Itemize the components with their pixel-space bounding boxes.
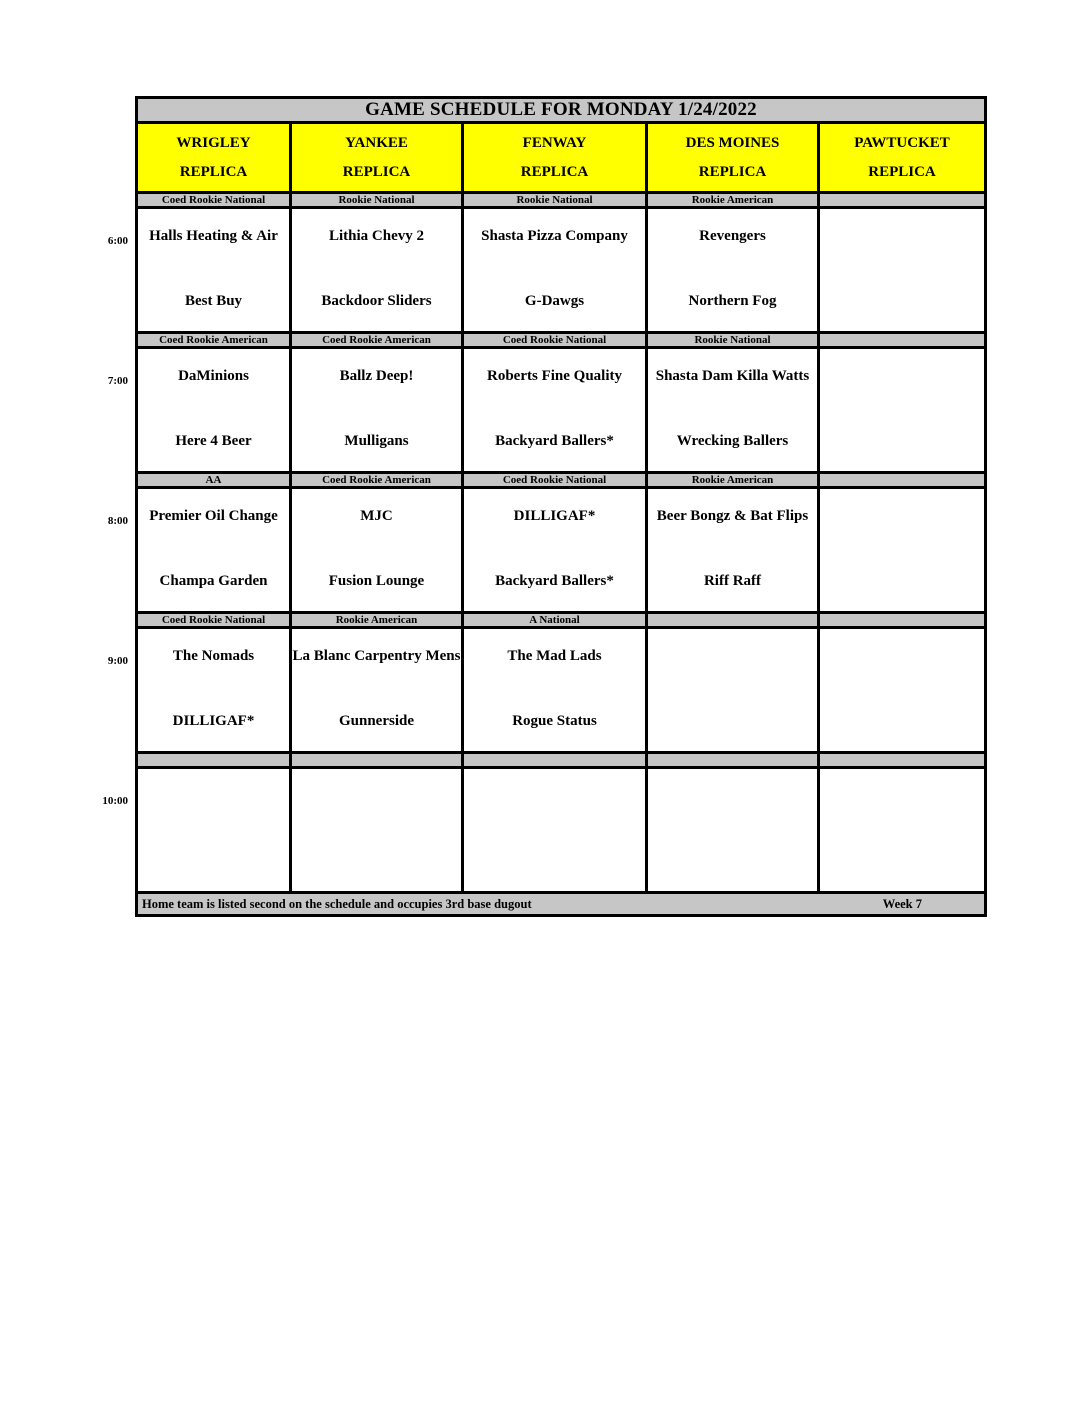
venue-header-yankee bbox=[292, 124, 464, 191]
visitor-team: The Nomads bbox=[172, 648, 255, 664]
division-label: Coed Rookie National bbox=[138, 614, 292, 626]
time-label: 8:00 bbox=[107, 515, 128, 527]
division-row bbox=[138, 194, 984, 209]
game-cell bbox=[820, 629, 984, 751]
week-label: Week 7 bbox=[882, 896, 922, 911]
home-team: Backyard Ballers* bbox=[495, 433, 614, 449]
visitor-team: The Mad Lads bbox=[507, 648, 602, 664]
schedule-table bbox=[135, 96, 987, 917]
time-label: 6:00 bbox=[107, 235, 128, 247]
footer-bar bbox=[138, 894, 984, 914]
venue-name: FENWAY bbox=[522, 134, 587, 151]
division-row bbox=[138, 474, 984, 489]
home-team: G-Dawgs bbox=[524, 293, 585, 309]
home-team: Mulligans bbox=[344, 433, 409, 449]
venue-sub: REPLICA bbox=[868, 163, 936, 180]
game-cell bbox=[292, 349, 464, 471]
venue-sub: REPLICA bbox=[179, 163, 248, 180]
game-cell bbox=[820, 489, 984, 611]
game-cell bbox=[292, 489, 464, 611]
game-row bbox=[138, 209, 984, 334]
home-team: Here 4 Beer bbox=[175, 433, 252, 449]
venue-header-wrigley bbox=[138, 124, 292, 191]
game-cell bbox=[292, 769, 464, 891]
game-cell bbox=[648, 209, 820, 331]
visitor-team: Ballz Deep! bbox=[339, 368, 414, 384]
home-team: Backyard Ballers* bbox=[495, 573, 614, 589]
visitor-team: DaMinions bbox=[178, 368, 249, 384]
game-cell bbox=[292, 629, 464, 751]
division-row bbox=[138, 754, 984, 769]
division-label bbox=[820, 614, 984, 626]
game-cell bbox=[820, 209, 984, 331]
division-label: Coed Rookie National bbox=[464, 334, 648, 346]
division-label bbox=[648, 754, 820, 766]
home-team: Wrecking Ballers bbox=[676, 433, 789, 449]
game-cell bbox=[648, 489, 820, 611]
game-cell bbox=[138, 629, 292, 751]
time-label: 9:00 bbox=[107, 655, 128, 667]
division-label: Coed Rookie American bbox=[292, 474, 464, 486]
game-cell bbox=[138, 489, 292, 611]
home-team: Best Buy bbox=[184, 293, 243, 309]
home-team: Northern Fog bbox=[688, 293, 777, 309]
venue-sub: REPLICA bbox=[698, 163, 767, 180]
venue-name: DES MOINES bbox=[685, 134, 780, 151]
division-label: Coed Rookie American bbox=[292, 334, 464, 346]
home-team: Riff Raff bbox=[703, 573, 762, 589]
venue-name: YANKEE bbox=[345, 134, 408, 151]
division-label: Rookie American bbox=[292, 614, 464, 626]
division-label bbox=[820, 754, 984, 766]
division-row bbox=[138, 614, 984, 629]
division-row bbox=[138, 334, 984, 349]
schedule-body bbox=[138, 194, 984, 894]
visitor-team: Lithia Chevy 2 bbox=[328, 228, 424, 244]
visitor-team: Premier Oil Change bbox=[149, 508, 278, 524]
division-label: Coed Rookie National bbox=[138, 194, 292, 206]
visitor-team: MJC bbox=[360, 508, 393, 524]
time-label: 7:00 bbox=[107, 375, 128, 387]
visitor-team: Halls Heating & Air bbox=[149, 228, 278, 244]
division-label: Coed Rookie American bbox=[138, 334, 292, 346]
game-cell bbox=[138, 769, 292, 891]
home-team: Backdoor Sliders bbox=[321, 293, 432, 309]
division-label bbox=[292, 754, 464, 766]
game-row bbox=[138, 349, 984, 474]
division-label: A National bbox=[464, 614, 648, 626]
game-cell bbox=[648, 769, 820, 891]
visitor-team: Shasta Pizza Company bbox=[481, 228, 628, 244]
division-label: Rookie American bbox=[648, 474, 820, 486]
venue-header-fenway bbox=[464, 124, 648, 191]
game-cell bbox=[464, 769, 648, 891]
venue-header-row bbox=[138, 124, 984, 194]
game-cell bbox=[138, 209, 292, 331]
game-cell bbox=[648, 349, 820, 471]
footer-note: Home team is listed second on the schedule and occupies 3rd base dugout bbox=[142, 896, 532, 911]
division-label: Rookie National bbox=[464, 194, 648, 206]
home-team: Gunnerside bbox=[338, 713, 414, 729]
division-label bbox=[820, 474, 984, 486]
home-team: Fusion Lounge bbox=[328, 573, 425, 589]
division-label: Rookie National bbox=[648, 334, 820, 346]
game-row bbox=[138, 769, 984, 894]
game-row bbox=[138, 629, 984, 754]
game-cell bbox=[138, 349, 292, 471]
division-label: Coed Rookie National bbox=[464, 474, 648, 486]
game-cell bbox=[464, 349, 648, 471]
visitor-team: Shasta Dam Killa Watts bbox=[655, 368, 810, 384]
visitor-team: La Blanc Carpentry Mens bbox=[292, 648, 461, 664]
home-team: Rogue Status bbox=[512, 713, 597, 729]
visitor-team: Beer Bongz & Bat Flips bbox=[656, 508, 809, 524]
venue-header-pawtucket bbox=[820, 124, 984, 191]
time-label: 10:00 bbox=[102, 795, 128, 807]
visitor-team: Revengers bbox=[699, 228, 766, 244]
visitor-team: DILLIGAF* bbox=[513, 508, 596, 524]
venue-name: PAWTUCKET bbox=[854, 134, 950, 151]
game-cell bbox=[292, 209, 464, 331]
game-cell bbox=[464, 209, 648, 331]
division-label bbox=[820, 194, 984, 206]
game-cell bbox=[464, 489, 648, 611]
division-label: AA bbox=[138, 474, 292, 486]
game-cell bbox=[464, 629, 648, 751]
game-cell bbox=[648, 629, 820, 751]
home-team: Champa Garden bbox=[159, 573, 268, 589]
venue-sub: REPLICA bbox=[342, 163, 411, 180]
game-cell bbox=[820, 769, 984, 891]
game-cell bbox=[820, 349, 984, 471]
division-label: Rookie National bbox=[292, 194, 464, 206]
venue-sub: REPLICA bbox=[520, 163, 589, 180]
division-label: Rookie American bbox=[648, 194, 820, 206]
division-label bbox=[464, 754, 648, 766]
venue-name: WRIGLEY bbox=[176, 134, 251, 151]
division-label bbox=[648, 614, 820, 626]
home-team: DILLIGAF* bbox=[172, 713, 255, 729]
visitor-team: Roberts Fine Quality bbox=[487, 368, 622, 384]
division-label bbox=[138, 754, 292, 766]
game-row bbox=[138, 489, 984, 614]
division-label bbox=[820, 334, 984, 346]
venue-header-des-moines bbox=[648, 124, 820, 191]
schedule-title: GAME SCHEDULE FOR MONDAY 1/24/2022 bbox=[138, 99, 984, 124]
